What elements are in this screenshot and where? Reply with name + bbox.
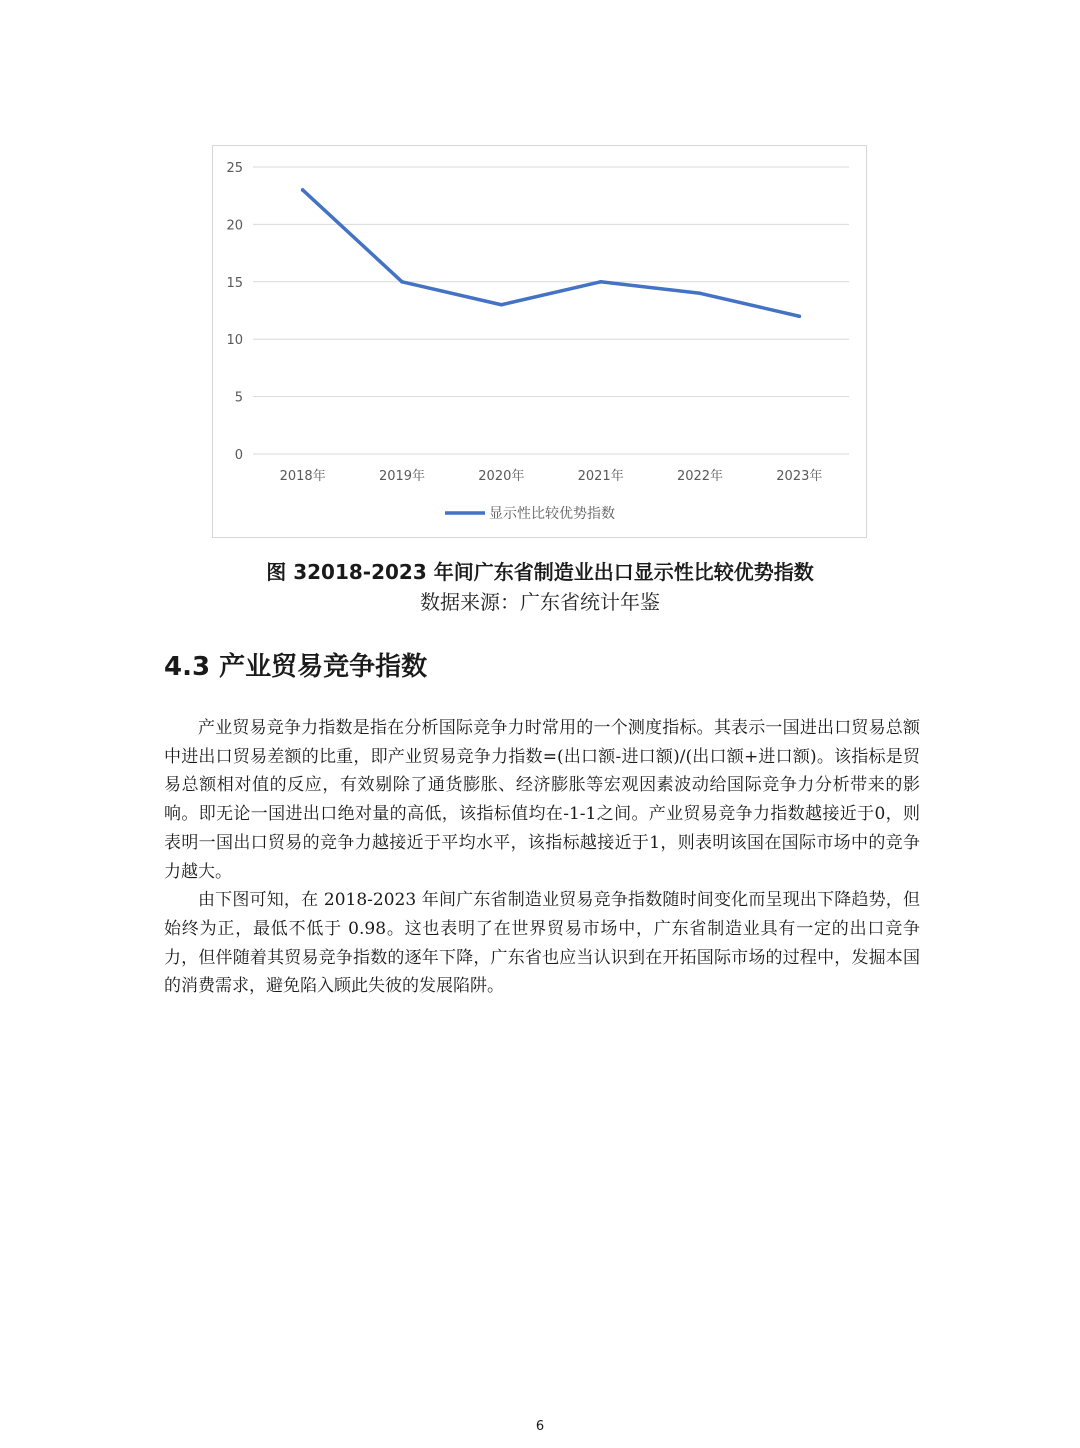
data-point-0-3 — [599, 280, 603, 284]
x-tick-label-0: 2018年 — [279, 469, 326, 484]
series-line-0 — [303, 190, 800, 316]
legend-label-0: 显示性比较优势指数 — [489, 506, 615, 522]
y-tick-label-0: 0 — [234, 448, 243, 463]
y-tick-label-5: 5 — [234, 390, 243, 406]
page-number: 6 — [535, 1419, 545, 1434]
data-point-0-5 — [798, 314, 802, 318]
x-tick-label-4: 2022年 — [676, 469, 724, 484]
data-point-0-0 — [301, 188, 305, 192]
x-tick-label-1: 2019年 — [378, 469, 426, 484]
line-chart — [212, 145, 867, 538]
y-tick-label-20: 20 — [226, 218, 243, 234]
section-body — [164, 714, 920, 1001]
paragraph-1: 产业贸易竞争力指数是指在分析国际竞争力时常用的一个测度指标。其表示一国进出口贸易总额中进出口贸易差额的比重，即产业贸易竞争力指数=(出口额-进口额)/(出口额+进口额)。该指标是贸易总额相对值的反应，有效剔除了通货膨胀、经济膨胀等宏观因素波动给国际竞争力分析带来的影响。即无论一国进出口绝对量的高低，该指标值均在-1-1之间。产业贸易竞争力指数越接近于0，则表明一国出口贸易的竞争力越接近于平均水平，该指标越接近于1，则表明该国在国际市场中的竞争力越大。 — [164, 718, 920, 882]
x-tick-label-5: 2023年 — [776, 469, 823, 484]
figure-source: 数据来源：广东省统计年鉴 — [420, 590, 660, 614]
y-tick-label-15: 15 — [226, 275, 243, 291]
data-point-0-2 — [500, 303, 504, 307]
paragraph-2: 由下图可知，在 2018-2023 年间广东省制造业贸易竞争指数随时间变化而呈现出下降趋势，但始终为正，最低不低于 0.98。这也表明了在世界贸易市场中，广东省制造业具有一定的出口竞争力，但伴随着其贸易竞争指数的逐年下降，广东省也应当认识到在开拓国际市场的过程中，发掘本国的消费需求，避免陷入顾此失彼的发展陷阱。 — [164, 890, 920, 997]
y-tick-label-10: 10 — [226, 333, 243, 349]
y-tick-label-25: 25 — [226, 161, 243, 176]
figure-caption: 图 32018-2023 年间广东省制造业出口显示性比较优势指数 — [266, 560, 814, 584]
section-heading: 4.3 产业贸易竞争指数 — [164, 652, 428, 682]
x-tick-label-2: 2020年 — [478, 469, 525, 484]
data-point-0-4 — [698, 291, 702, 295]
chart-svg — [213, 146, 868, 539]
data-point-0-1 — [400, 280, 404, 284]
x-tick-label-3: 2021年 — [577, 469, 624, 484]
